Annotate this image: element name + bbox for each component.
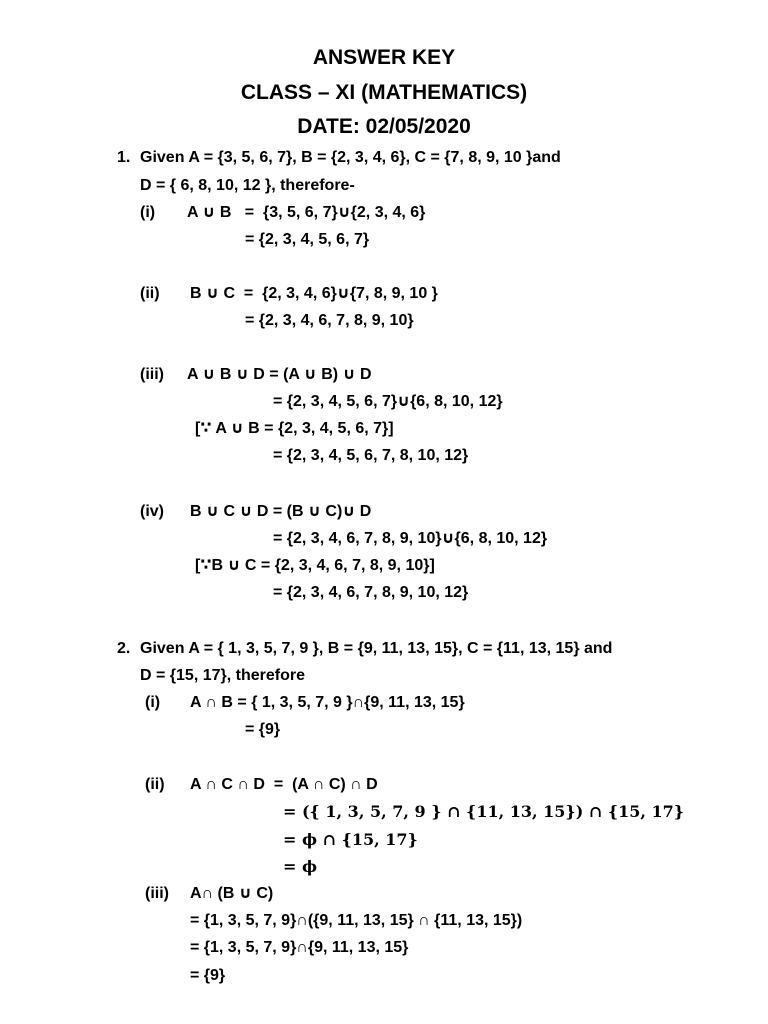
q2-ii-label: (ii)	[145, 776, 165, 793]
q2-iii-label: (iii)	[145, 885, 169, 902]
q1-ii-label: (ii)	[140, 285, 160, 302]
q1-iii-line2: = {2, 3, 4, 5, 6, 7}∪{6, 8, 10, 12}	[273, 393, 503, 410]
q1-i-line2: = {2, 3, 4, 5, 6, 7}	[245, 231, 370, 248]
q1-i-label: (i)	[140, 204, 156, 221]
q1-iv-line3: = {2, 3, 4, 6, 7, 8, 9, 10, 12}	[273, 584, 469, 601]
q2-ii-line2: = ({ 1, 3, 5, 7, 9 } ∩ {11, 13, 15}) ∩ {15, 17}	[283, 802, 685, 821]
q1-i-line1: A ∪ B = {3, 5, 6, 7}∪{2, 3, 4, 6}	[187, 204, 426, 221]
q2-iii-line4: = {9}	[190, 967, 226, 984]
page-title: ANSWER KEY	[312, 46, 456, 69]
q2-iii-line3: = {1, 3, 5, 7, 9}∩{9, 11, 13, 15}	[190, 939, 409, 956]
q1-iii-note: [∵ A ∪ B = {2, 3, 4, 5, 6, 7}]	[195, 420, 394, 437]
q1-iv-label: (iv)	[140, 503, 164, 520]
date-heading: DATE: 02/05/2020	[297, 115, 471, 138]
q1-iii-line1: A ∪ B ∪ D = (A ∪ B) ∪ D	[187, 366, 372, 383]
q2-i-label: (i)	[145, 694, 161, 711]
q2-given-line2: D = {15, 17}, therefore	[140, 667, 305, 684]
q1-given-line1: Given A = {3, 5, 6, 7}, B = {2, 3, 4, 6}, C = {7, 8, 9, 10 }and	[140, 149, 561, 166]
q1-iii-line3: = {2, 3, 4, 5, 6, 7, 8, 10, 12}	[273, 447, 469, 464]
q2-ii-line1: A ∩ C ∩ D = (A ∩ C) ∩ D	[190, 776, 378, 793]
q1-iv-note: [∵B ∪ C = {2, 3, 4, 6, 7, 8, 9, 10}]	[195, 557, 435, 574]
q2-i-line2: = {9}	[245, 721, 281, 738]
q2-ii-line3: = ϕ ∩ {15, 17}	[283, 830, 418, 849]
q1-ii-line1: B ∪ C = {2, 3, 4, 6}∪{7, 8, 9, 10 }	[190, 285, 438, 302]
q2-given-line1: Given A = { 1, 3, 5, 7, 9 }, B = {9, 11, 13, 15}, C = {11, 13, 15} and	[140, 640, 613, 657]
q1-iii-label: (iii)	[140, 366, 164, 383]
q1-iv-line2: = {2, 3, 4, 6, 7, 8, 9, 10}∪{6, 8, 10, 12}	[273, 530, 548, 547]
q2-iii-line1: A∩ (B ∪ C)	[190, 885, 274, 902]
q1-ii-line2: = {2, 3, 4, 6, 7, 8, 9, 10}	[245, 312, 414, 329]
q1-number: 1.	[117, 149, 131, 166]
q2-i-line1: A ∩ B = { 1, 3, 5, 7, 9 }∩{9, 11, 13, 15}	[190, 694, 465, 711]
q1-iv-line1: B ∪ C ∪ D = (B ∪ C)∪ D	[190, 503, 372, 520]
q1-given-line2: D = { 6, 8, 10, 12 }, therefore-	[140, 177, 355, 194]
q2-number: 2.	[117, 640, 131, 657]
q2-ii-line4: = ϕ	[283, 857, 318, 876]
class-heading: CLASS – XI (MATHEMATICS)	[240, 81, 528, 104]
q2-iii-line2: = {1, 3, 5, 7, 9}∩({9, 11, 13, 15} ∩ {11, 13, 15})	[190, 912, 523, 929]
